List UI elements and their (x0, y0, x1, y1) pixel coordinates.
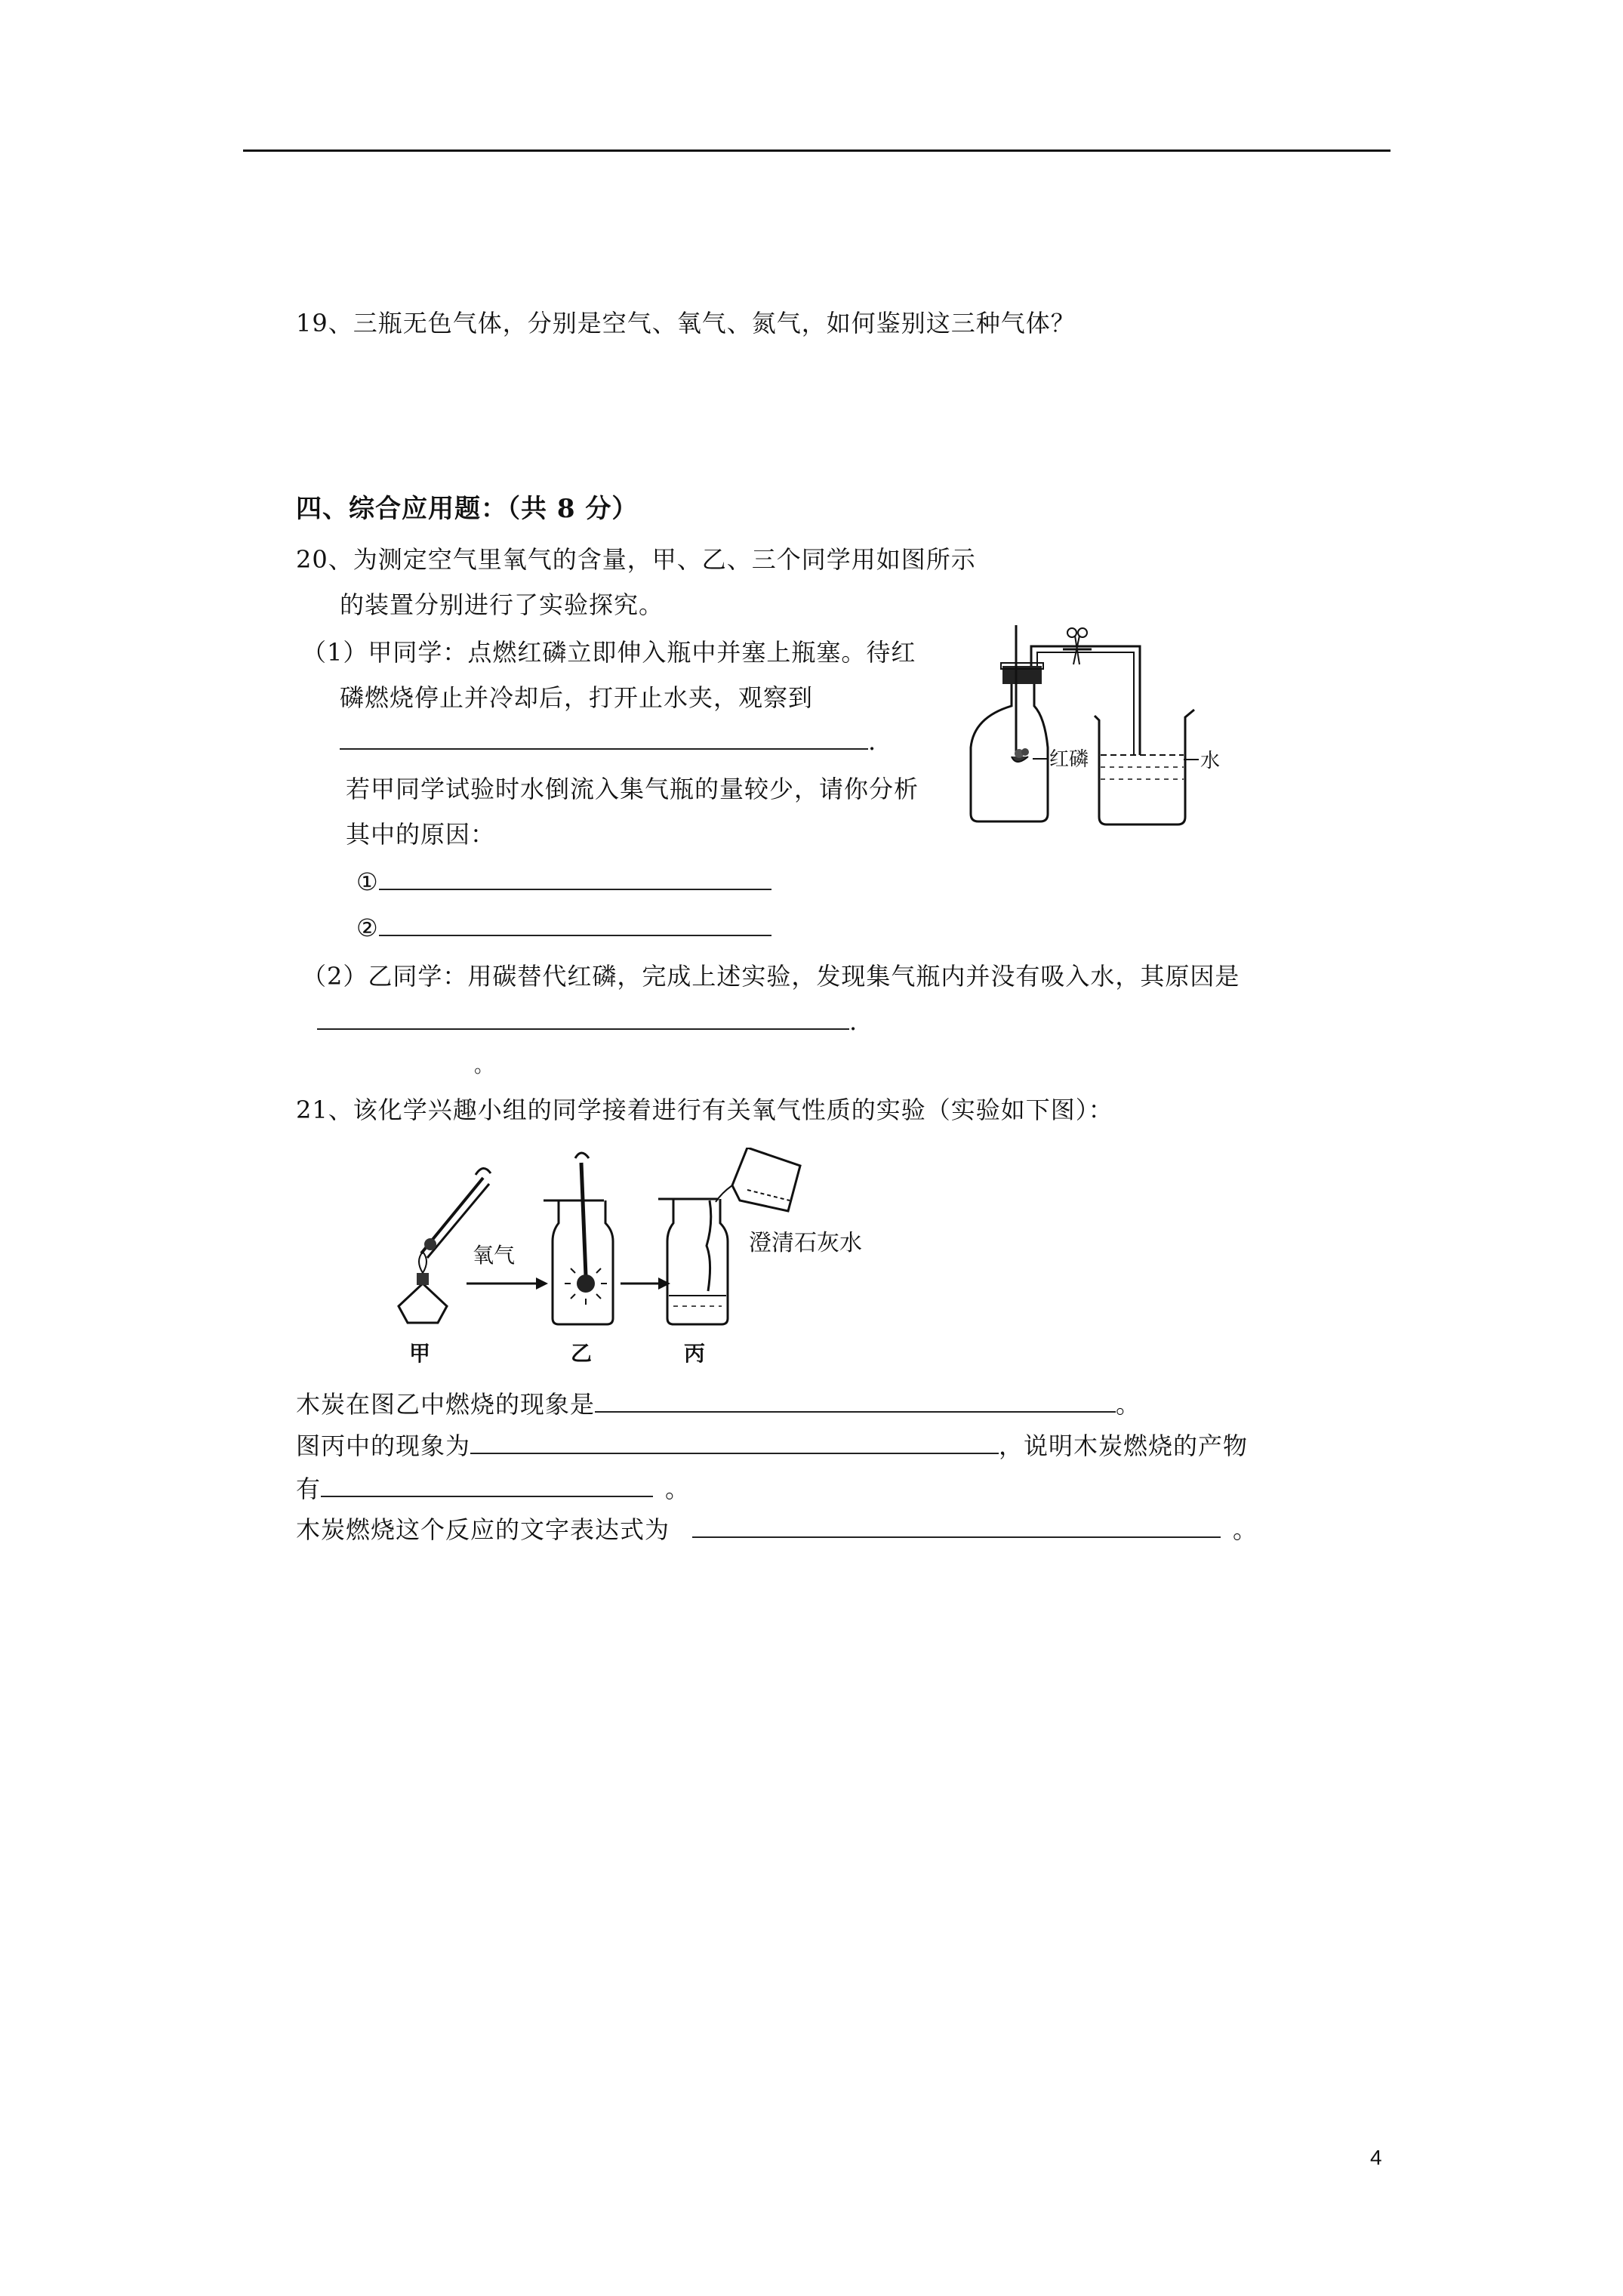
q21-line4[interactable] (296, 1515, 1258, 1545)
reason1-blank[interactable] (379, 868, 771, 890)
alcohol-lamp (399, 1284, 447, 1323)
label-bing: 丙 (684, 1341, 706, 1366)
answer-blank[interactable] (340, 727, 868, 750)
q20-p1-end: . (868, 727, 877, 756)
stray-mark: 。 (474, 1055, 495, 1077)
q21-line2-tail: ，说明木炭燃烧的产物 (999, 1432, 1249, 1460)
q21-line3-text: 有 (296, 1475, 322, 1503)
q21-line1-end: 。 (1116, 1390, 1141, 1419)
q21-line3-end: 。 (665, 1475, 691, 1503)
q21-blank3[interactable] (321, 1475, 653, 1497)
label-water: 水 (1200, 750, 1221, 772)
q20-p2-answer-line[interactable] (317, 1006, 858, 1037)
limewater-bottle (658, 1199, 728, 1324)
header-rule (243, 149, 1390, 152)
beaker (1095, 710, 1194, 824)
label-jia: 甲 (409, 1341, 431, 1366)
q21-line2[interactable] (296, 1431, 1248, 1461)
q20-p2-end: . (849, 1007, 858, 1036)
q20-p1-line1: （1）甲同学：点燃红磷立即伸入瓶中并塞上瓶塞。待红 (302, 638, 916, 667)
q21-line4-end: 。 (1233, 1515, 1258, 1544)
q21-blank1[interactable] (595, 1390, 1116, 1413)
q20-p2-line1: （2）乙同学：用碳替代红磷，完成上述实验，发现集气瓶内并没有吸入水，其原因是 (302, 962, 1240, 991)
page-number: 4 (1370, 2146, 1382, 2169)
label-yi: 乙 (571, 1341, 593, 1366)
q20-analysis-line1: 若甲同学试验时水倒流入集气瓶的量较少，请你分析 (346, 775, 919, 803)
q20-stem-line2: 的装置分别进行了实验探究。 (340, 590, 664, 619)
section-4-title: 四、综合应用题：（共 8 分） (296, 494, 639, 524)
label-red-phosphorus: 红磷 (1049, 748, 1089, 771)
label-limewater: 澄清石灰水 (749, 1230, 862, 1256)
reason2-blank[interactable] (379, 914, 771, 936)
q21-line3[interactable] (296, 1474, 690, 1504)
q20-reason2[interactable] (356, 913, 771, 943)
collection-bottle (971, 680, 1048, 821)
q20-stem-line1: 20、为测定空气里氧气的含量，甲、乙、三个同学用如图所示 (296, 545, 976, 574)
q21-line1-text: 木炭在图乙中燃烧的现象是 (296, 1390, 596, 1419)
q21-stem: 21、该化学兴趣小组的同学接着进行有关氧气性质的实验（实验如下图）： (296, 1096, 1113, 1124)
q19-text: 19、三瓶无色气体，分别是空气、氧气、氮气，如何鉴别这三种气体？ (296, 309, 1076, 337)
q21-experiment-figure (377, 1148, 921, 1374)
label-oxygen: 氧气 (473, 1243, 516, 1268)
q21-line2-text: 图丙中的现象为 (296, 1432, 471, 1460)
q21-blank2[interactable] (470, 1432, 999, 1454)
reason2-marker: ② (356, 914, 379, 942)
q20-p1-answer-line[interactable] (340, 726, 876, 757)
pouring-beaker (716, 1148, 800, 1211)
q20-p1-line2: 磷燃烧停止并冷却后，打开止水夹，观察到 (340, 683, 814, 712)
reason1-marker: ① (356, 868, 379, 896)
q21-line1[interactable] (296, 1389, 1141, 1419)
q20-analysis-line2: 其中的原因： (346, 820, 496, 849)
p2-answer-blank[interactable] (317, 1007, 849, 1030)
oxygen-bottle (544, 1153, 613, 1324)
q21-blank4[interactable] (692, 1515, 1221, 1538)
q21-line4-text: 木炭燃烧这个反应的文字表达式为 (296, 1515, 670, 1544)
q20-reason1[interactable] (356, 867, 771, 897)
q20-apparatus-figure (959, 619, 1246, 831)
